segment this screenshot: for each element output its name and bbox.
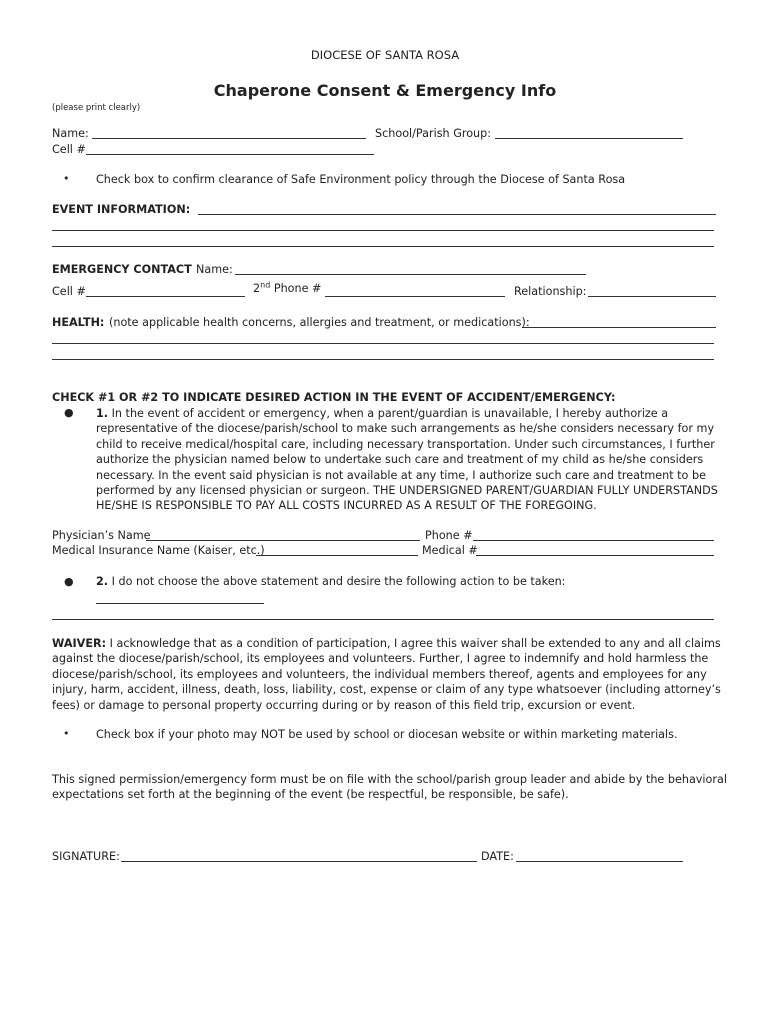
cell-label: Cell # xyxy=(52,143,86,156)
option-2-field-1[interactable] xyxy=(96,603,264,604)
emergency-cell-label: Cell # xyxy=(52,285,86,298)
event-info-label: EVENT INFORMATION: xyxy=(52,203,191,216)
photo-opt-out-label: Check box if your photo may NOT be used by school or diocesan website or within marketing materials. xyxy=(96,728,678,741)
option-1-checkbox[interactable]: ● xyxy=(64,406,74,419)
physician-phone-label: Phone # xyxy=(425,529,473,542)
school-group-label: School/Parish Group: xyxy=(375,127,492,140)
emergency-name-field[interactable] xyxy=(235,274,586,275)
signature-field[interactable] xyxy=(121,861,477,862)
event-info-field-3[interactable] xyxy=(52,246,714,247)
physician-name-field[interactable] xyxy=(146,540,420,541)
emergency-contact-label: EMERGENCY CONTACT xyxy=(52,263,192,276)
date-label: DATE: xyxy=(481,850,514,863)
date-field[interactable] xyxy=(516,861,683,862)
option-2-text: 2. I do not choose the above statement and desire the following action to be taken: xyxy=(96,575,566,588)
second-phone-field[interactable] xyxy=(325,296,505,297)
second-phone-label: 2nd Phone # xyxy=(253,280,322,295)
action-heading: CHECK #1 OR #2 TO INDICATE DESIRED ACTION IN THE EVENT OF ACCIDENT/EMERGENCY: xyxy=(52,391,616,404)
waiver-text: WAIVER: I acknowledge that as a condition of participation, I agree this waiver shall be extended to any and all claims against the diocese/parish/school, its employees and volunteers. Further, I agree to indemnify and hold harmless the diocese/parish/school, its employees and volunteers, the individual members thereof, agents and employees for any injury, harm, accident, illness, death, loss, liability, cost, expense or claim of any type whatsoever (including attorney’s fees) or damage to personal property occurring during or by reason of this field trip, excursion or event. xyxy=(52,637,721,712)
medical-number-field[interactable] xyxy=(476,555,714,556)
name-label: Name: xyxy=(52,127,89,140)
photo-opt-out-checkbox[interactable]: • xyxy=(63,727,70,740)
health-label: HEALTH: xyxy=(52,316,105,329)
cell-field[interactable] xyxy=(86,154,374,155)
print-note: (please print clearly) xyxy=(52,103,141,113)
signature-label: SIGNATURE: xyxy=(52,850,120,863)
option-2-checkbox[interactable]: ● xyxy=(64,575,74,588)
health-field-1[interactable] xyxy=(522,327,716,328)
emergency-cell-field[interactable] xyxy=(86,296,245,297)
relationship-label: Relationship: xyxy=(514,285,587,298)
event-info-field-1[interactable] xyxy=(198,214,716,215)
relationship-field[interactable] xyxy=(588,296,716,297)
medical-number-label: Medical # xyxy=(422,544,478,557)
diocese-heading: DIOCESE OF SANTA ROSA xyxy=(310,48,460,62)
event-info-field-2[interactable] xyxy=(52,230,714,231)
form-title: Chaperone Consent & Emergency Info xyxy=(213,81,557,100)
health-field-2[interactable] xyxy=(52,343,714,344)
name-field[interactable] xyxy=(92,138,366,139)
school-group-field[interactable] xyxy=(495,138,683,139)
insurance-name-label: Medical Insurance Name (Kaiser, etc.) xyxy=(52,544,265,557)
health-field-3[interactable] xyxy=(52,359,714,360)
option-1-text: 1. In the event of accident or emergency, when a parent/guardian is unavailable, I hereby authorize a representative of the diocese/parish/school to make such arrangements as he/she considers necessary for my child to receive medical/hospital care, including necessary transportation. Under such circumstances, I further authorize the physician named below to undertake such care and treatment of my child as he/she considers necessary. In the event said physician is not available at any time, I authorize such care and treatment to be performed by any licensed physician or surgeon. THE UNDERSIGNED PARENT/GUARDIAN FULLY UNDERSTANDS HE/SHE IS RESPONSIBLE TO PAY ALL COSTS INCURRED AS A RESULT OF THE FOREGOING. xyxy=(96,407,718,513)
physician-name-label: Physician’s Name xyxy=(52,529,151,542)
option-2-field-2[interactable] xyxy=(52,619,714,620)
emergency-name-label: Name: xyxy=(196,263,233,276)
physician-phone-field[interactable] xyxy=(473,540,714,541)
safe-environment-checkbox[interactable]: • xyxy=(63,172,70,185)
safe-environment-label: Check box to confirm clearance of Safe Environment policy through the Diocese of Santa Rosa xyxy=(96,173,626,186)
insurance-name-field[interactable] xyxy=(256,555,418,556)
health-note: (note applicable health concerns, allergies and treatment, or medications): xyxy=(109,316,530,329)
footer-note: This signed permission/emergency form must be on file with the school/parish group leader and abide by the behavioral expectations set forth at the beginning of the event (be respectful, be responsible, be safe). xyxy=(52,773,727,802)
